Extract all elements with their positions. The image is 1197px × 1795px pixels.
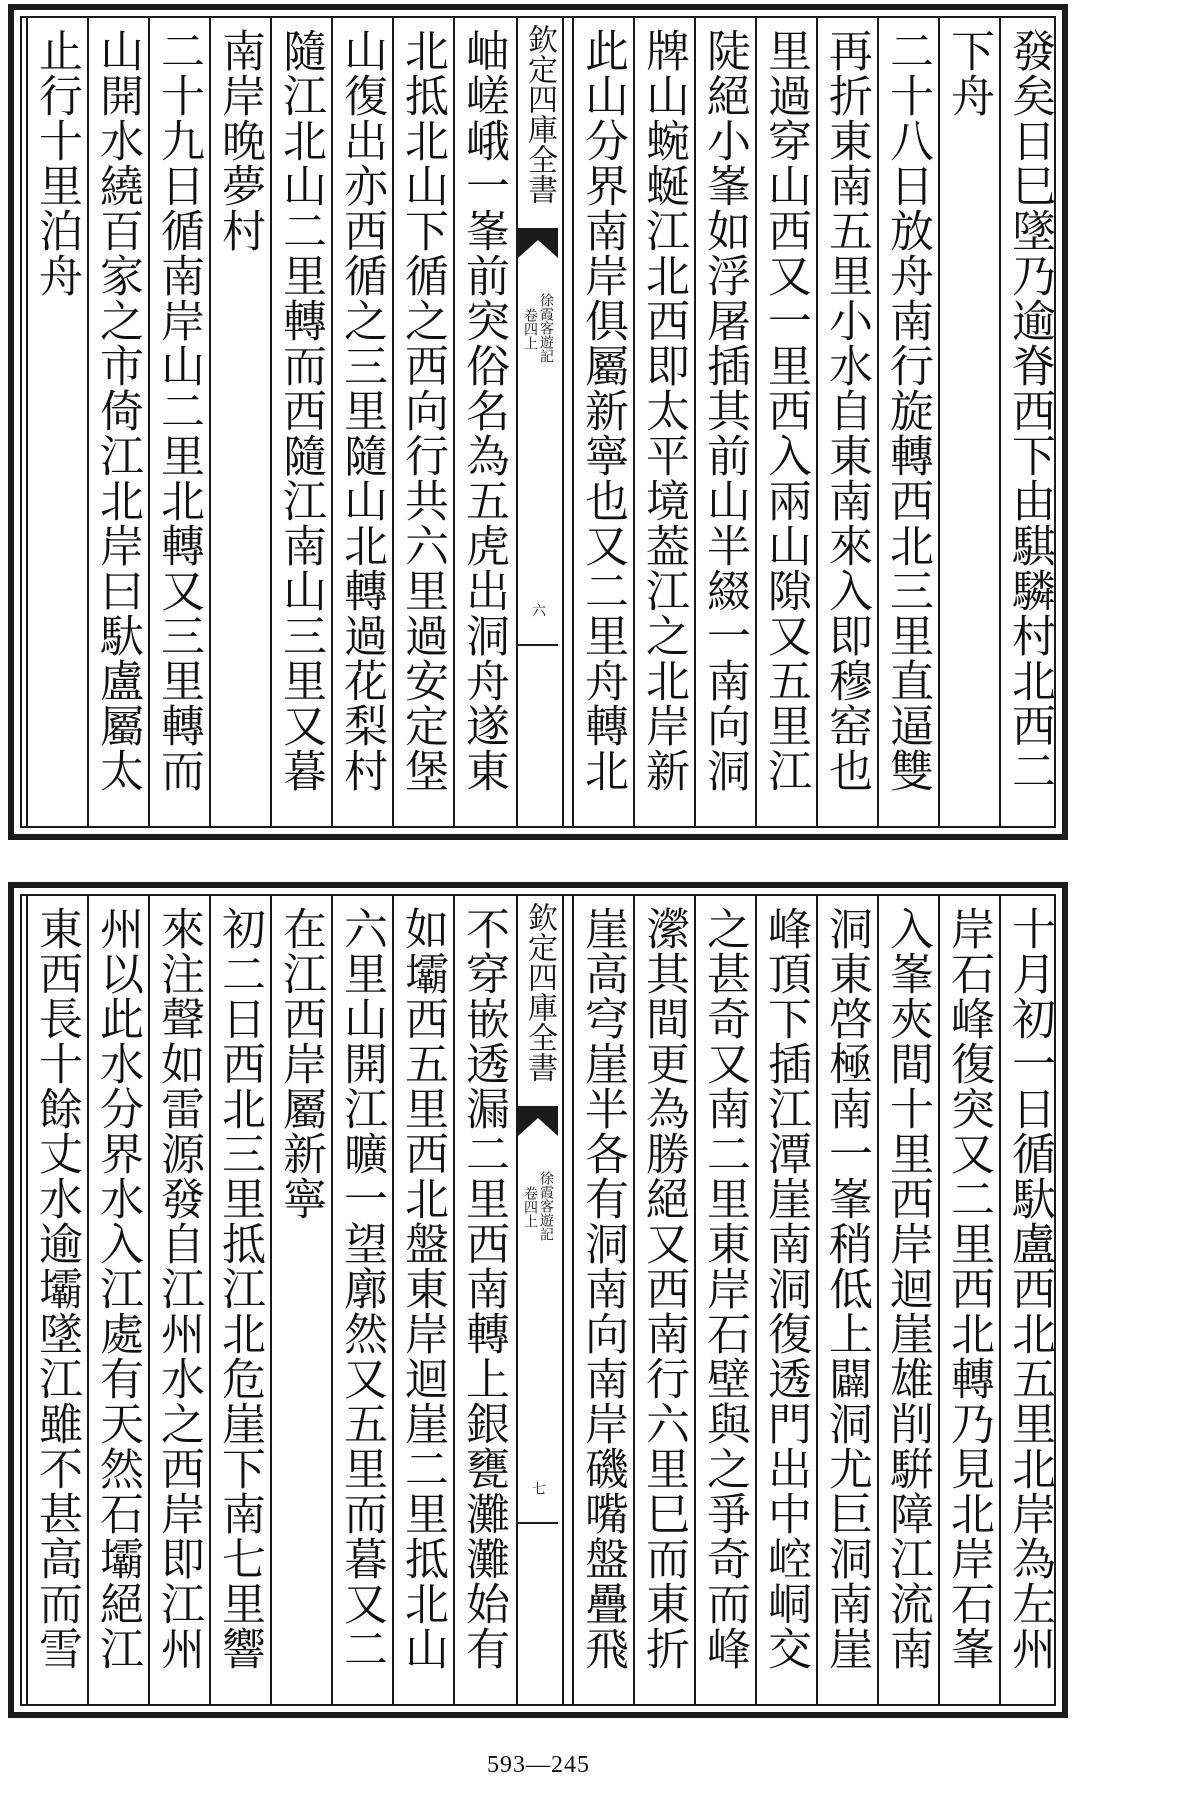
- top-text-column: 山復出亦西循之三里隨山北轉過花梨村: [336, 28, 387, 793]
- bottom-strip-page-number: 七: [530, 1481, 546, 1495]
- bottom-column-rule: [999, 896, 1001, 1704]
- footer-text: 593—245: [487, 1752, 590, 1778]
- bottom-column-rule: [270, 896, 272, 1704]
- bottom-page-frame: [20, 894, 1056, 1706]
- top-text-column: 二十八日放舟南行旋轉西北三里直逼雙: [882, 28, 933, 793]
- top-text-column: 發矣日巳墜乃逾脊西下由騏驎村北西二: [1004, 28, 1055, 793]
- bottom-column-rule: [877, 896, 879, 1704]
- bottom-column-rule: [331, 896, 333, 1704]
- top-text-column: 下舟: [943, 28, 994, 118]
- top-column-rule: [694, 18, 696, 826]
- bottom-center-strip: [516, 896, 564, 1704]
- top-text-column: 隨江北山二里轉而西隨江南山三里又暮: [275, 28, 326, 793]
- bottom-text-column: 峰頂下插江潭崖南洞復透門出中崆峒交: [760, 906, 811, 1671]
- bottom-page: [8, 882, 1068, 1718]
- top-page: [8, 4, 1068, 840]
- bottom-text-column: 東西長十餘丈水逾壩墜江雖不甚高而雪: [31, 906, 82, 1671]
- top-strip-page-number: 六: [530, 603, 546, 617]
- top-column-rule: [572, 18, 574, 826]
- bottom-column-rule: [87, 896, 89, 1704]
- bottom-text-column: 瀠其間更為勝絕又西南行六里巳而東折: [638, 906, 689, 1671]
- bottom-column-rule: [938, 896, 940, 1704]
- top-text-column: 止行十里泊舟: [31, 28, 82, 298]
- top-text-column: 陡絕小峯如浮屠插其前山半綴一南向洞: [699, 28, 750, 793]
- bottom-column-rule: [209, 896, 211, 1704]
- top-page-frame: [20, 16, 1056, 828]
- bottom-column-rule: [392, 896, 394, 1704]
- top-column-rule: [87, 18, 89, 826]
- bottom-text-column: 之甚奇又南二里東岸石壁與之爭奇而峰: [699, 906, 750, 1671]
- bottom-column-rule: [148, 896, 150, 1704]
- fishtail-mark-icon: [518, 228, 558, 258]
- top-center-strip: [516, 18, 564, 826]
- top-text-column: 山開水繞百家之市倚江北岸曰馱盧屬太: [92, 28, 143, 793]
- top-text-column: 北抵北山下循之西向行共六里過安定堡: [397, 28, 448, 793]
- top-column-rule: [148, 18, 150, 826]
- top-text-column: 此山分界南岸俱屬新寧也又二里舟轉北: [577, 28, 628, 793]
- bottom-text-column: 六里山開江曠一望廓然又五里而暮又二: [336, 906, 387, 1671]
- top-strip-book: 徐霞客遊記: [538, 293, 554, 363]
- top-column-rule: [755, 18, 757, 826]
- bottom-column-rule: [26, 896, 28, 1704]
- bottom-strip-book: 徐霞客遊記: [538, 1171, 554, 1241]
- bottom-text-column: 十月初一日循馱盧西北五里北岸為左州: [1004, 906, 1055, 1671]
- top-column-rule: [453, 18, 455, 826]
- bottom-text-column: 洞東啓極南一峯稍低上闢洞尤巨洞南崖: [821, 906, 872, 1671]
- top-text-column: 再折東南五里小水自東南來入即穆窑也: [821, 28, 872, 793]
- top-column-rule: [392, 18, 394, 826]
- top-column-rule: [270, 18, 272, 826]
- top-strip-title: 欽定四庫全書: [522, 24, 557, 204]
- top-column-rule: [877, 18, 879, 826]
- top-text-column: 南岸晚夢村: [214, 28, 265, 253]
- top-text-column: 牌山蜿蜒江北西即太平境葢江之北岸新: [638, 28, 689, 793]
- bottom-column-rule: [633, 896, 635, 1704]
- top-column-rule: [999, 18, 1001, 826]
- top-column-rule: [633, 18, 635, 826]
- page-footer-number: [0, 1752, 1197, 1779]
- bottom-column-rule: [572, 896, 574, 1704]
- bottom-text-column: 不穿嵌透漏二里西南轉上銀甕灘灘始有: [458, 906, 509, 1671]
- top-column-rule: [209, 18, 211, 826]
- bottom-text-column: 州以此水分界水入江處有天然石壩絕江: [92, 906, 143, 1671]
- bottom-column-rule: [755, 896, 757, 1704]
- bottom-text-column: 如壩西五里西北盤東岸迴崖二里抵北山: [397, 906, 448, 1671]
- top-column-rule: [938, 18, 940, 826]
- top-strip-juan: 卷四上: [522, 308, 538, 350]
- fishtail-mark-icon: [518, 1106, 558, 1136]
- bottom-strip-juan: 卷四上: [522, 1186, 538, 1228]
- top-column-rule: [331, 18, 333, 826]
- top-column-rule: [816, 18, 818, 826]
- bottom-text-column: 來注聲如雷源發自江州水之西岸即江州: [153, 906, 204, 1671]
- bottom-text-column: 初二日西北三里抵江北危崖下南七里響: [214, 906, 265, 1671]
- bottom-text-column: 崖高穹崖半各有洞南向南岸磯嘴盤疊飛: [577, 906, 628, 1671]
- bottom-column-rule: [816, 896, 818, 1704]
- bottom-text-column: 在江西岸屬新寧: [275, 906, 326, 1221]
- bottom-column-rule: [694, 896, 696, 1704]
- bottom-text-column: 入峯夾間十里西岸迴崖雄削騈障江流南: [882, 906, 933, 1671]
- top-text-column: 里過穿山西又一里西入兩山隙又五里江: [760, 28, 811, 793]
- top-column-rule: [26, 18, 28, 826]
- bottom-text-column: 岸石峰復突又二里西北轉乃見北岸石峯: [943, 906, 994, 1671]
- top-text-column: 岫嵯峨一峯前突俗名為五虎出洞舟遂東: [458, 28, 509, 793]
- bottom-strip-lower-rule: [518, 1522, 558, 1536]
- top-strip-lower-rule: [518, 644, 558, 658]
- bottom-column-rule: [453, 896, 455, 1704]
- bottom-strip-title: 欽定四庫全書: [522, 902, 557, 1082]
- top-text-column: 二十九日循南岸山二里北轉又三里轉而: [153, 28, 204, 793]
